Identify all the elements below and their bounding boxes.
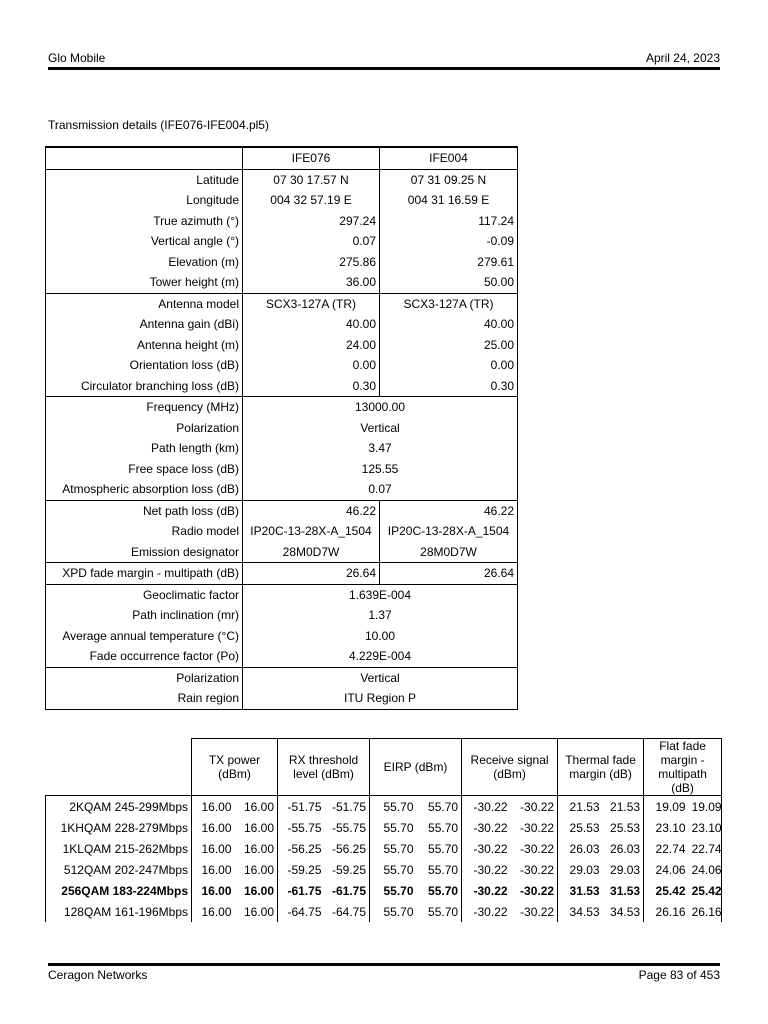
margins-row [46, 796, 722, 818]
margins-value-cell: -64.75 [278, 901, 325, 922]
details-row [46, 459, 518, 480]
margins-value-cell: 29.03 [558, 859, 603, 880]
details-row [46, 667, 518, 688]
row-value-site-b: IP20C-13-28X-A_1504 [380, 521, 518, 542]
margins-value-cell: 21.53 [558, 796, 603, 818]
row-value-site-a: 24.00 [243, 335, 380, 356]
margins-value-cell: -30.22 [520, 841, 555, 856]
margins-value-cell: 55.70 [428, 841, 459, 856]
margins-value-cell: 26.03 [610, 841, 641, 856]
row-value-site-b: 0.30 [380, 376, 518, 397]
row-value-site-b: 28M0D7W [380, 542, 518, 563]
details-row [46, 418, 518, 439]
row-value-site-b: 26.64 [380, 563, 518, 585]
details-row [46, 688, 518, 709]
margins-value-cell: 16.00 [192, 838, 235, 859]
margins-value-cell: 16.00 [192, 796, 235, 818]
margins-value-cell: 16.00 [243, 883, 275, 898]
margins-value-cell: -30.22 [462, 817, 511, 838]
details-row [46, 646, 518, 667]
row-value-site-a: 275.86 [243, 252, 380, 273]
margins-value-cell: 29.03 [610, 862, 641, 877]
margins-value-cell: 26.16 [689, 901, 722, 922]
row-label: Average annual temperature (°C) [46, 626, 243, 647]
margins-value-cell: 19.09 [644, 796, 689, 818]
margins-value-cell: 16.00 [243, 904, 275, 919]
margins-value-cell: -30.22 [520, 883, 555, 898]
margins-table [45, 738, 722, 922]
footer-company: Ceragon Networks [48, 968, 148, 982]
row-label: Atmospheric absorption loss (dB) [46, 479, 243, 500]
margins-row [46, 859, 722, 880]
margins-value-cell: 55.70 [417, 796, 462, 818]
row-label: Emission designator [46, 542, 243, 563]
margins-value-cell: 55.70 [370, 796, 417, 818]
details-row [46, 190, 518, 211]
row-label: Free space loss (dB) [46, 459, 243, 480]
row-value-site-a: 36.00 [243, 272, 380, 293]
margins-column-header: EIRP (dBm) [370, 739, 462, 796]
margins-value-cell: -51.75 [325, 796, 370, 818]
margins-value-cell: 55.70 [428, 883, 459, 898]
row-value-shared: 1.37 [243, 605, 518, 626]
row-label: Orientation loss (dB) [46, 355, 243, 376]
margins-value-cell: 55.70 [428, 862, 459, 877]
section-title: Transmission details (IFE076-IFE004.pl5) [48, 118, 269, 132]
modulation-label: 256QAM 183-224Mbps [46, 880, 192, 901]
margins-value-cell: -30.22 [520, 862, 555, 877]
details-row [46, 314, 518, 335]
margins-value-cell: -56.25 [278, 838, 325, 859]
row-label: Geoclimatic factor [46, 584, 243, 605]
margins-value-cell: 55.70 [370, 838, 417, 859]
row-value-site-a: 26.64 [243, 563, 380, 585]
margins-value-cell: 25.53 [558, 817, 603, 838]
margins-value-cell: 25.42 [689, 880, 722, 901]
details-row [46, 438, 518, 459]
row-label: Elevation (m) [46, 252, 243, 273]
details-row [46, 521, 518, 542]
margins-value-cell: -30.22 [520, 904, 555, 919]
margins-value-cell: 16.00 [192, 817, 235, 838]
margins-row [46, 838, 722, 859]
row-label: Longitude [46, 190, 243, 211]
site-a-header: IFE076 [243, 147, 380, 169]
margins-column-header: Thermal fade margin (dB) [558, 739, 644, 796]
margins-column-header: TX power (dBm) [192, 739, 278, 796]
margins-value-cell: 16.00 [243, 841, 275, 856]
row-label: Path inclination (mr) [46, 605, 243, 626]
margins-value-cell: -51.75 [278, 796, 325, 818]
row-label: Polarization [46, 418, 243, 439]
row-value-shared: 10.00 [243, 626, 518, 647]
row-label: Path length (km) [46, 438, 243, 459]
transmission-details-table [45, 146, 518, 710]
modulation-label: 1KLQAM 215-262Mbps [46, 838, 192, 859]
row-label: Rain region [46, 688, 243, 709]
row-value-site-b: 46.22 [380, 500, 518, 521]
margins-value-cell: 22.74 [689, 838, 722, 859]
margins-value-cell: -55.75 [278, 817, 325, 838]
row-value-site-b: 004 31 16.59 E [380, 190, 518, 211]
row-value-shared: Vertical [243, 667, 518, 688]
row-value-shared: 3.47 [243, 438, 518, 459]
row-value-site-a: 07 30 17.57 N [243, 169, 380, 190]
margins-value-cell: 31.53 [558, 880, 603, 901]
row-value-site-b: 117.24 [380, 211, 518, 232]
margins-row [46, 901, 722, 922]
row-label: Tower height (m) [46, 272, 243, 293]
details-row [46, 376, 518, 397]
margins-value-cell: 16.00 [192, 880, 235, 901]
row-value-site-b: 07 31 09.25 N [380, 169, 518, 190]
row-value-site-a: IP20C-13-28X-A_1504 [243, 521, 380, 542]
margins-value-cell: 16.00 [243, 862, 275, 877]
row-label: Vertical angle (°) [46, 231, 243, 252]
margins-value-cell: 23.10 [644, 817, 689, 838]
margins-value-cell: 16.00 [243, 820, 275, 835]
row-label: XPD fade margin - multipath (dB) [46, 563, 243, 585]
margins-value-cell: 55.70 [370, 880, 417, 901]
row-value-site-b: -0.09 [380, 231, 518, 252]
header-empty-cell [46, 739, 192, 796]
margins-value-cell: 22.74 [644, 838, 689, 859]
margins-value-cell: 16.00 [192, 859, 235, 880]
page-header [48, 51, 720, 67]
margins-value-cell: 16.00 [192, 901, 235, 922]
margins-value-cell: -61.75 [332, 883, 367, 898]
margins-column-header: Receive signal (dBm) [462, 739, 558, 796]
row-value-shared: 4.229E-004 [243, 646, 518, 667]
margins-value-cell: 23.10 [689, 817, 722, 838]
row-value-site-b: 0.00 [380, 355, 518, 376]
site-b-header: IFE004 [380, 147, 518, 169]
modulation-label: 128QAM 161-196Mbps [46, 901, 192, 922]
margins-value-cell: 55.70 [370, 859, 417, 880]
margins-value-cell: -30.22 [462, 880, 511, 901]
row-label: Net path loss (dB) [46, 500, 243, 521]
row-value-site-b: 50.00 [380, 272, 518, 293]
row-label: Antenna gain (dBi) [46, 314, 243, 335]
row-label: Antenna model [46, 293, 243, 314]
row-value-site-b: 279.61 [380, 252, 518, 273]
details-row [46, 626, 518, 647]
details-row [46, 272, 518, 293]
row-label: Fade occurrence factor (Po) [46, 646, 243, 667]
row-value-shared: ITU Region P [243, 688, 518, 709]
row-value-site-a: 0.07 [243, 231, 380, 252]
details-row [46, 500, 518, 521]
details-row [46, 542, 518, 563]
margins-value-cell: 24.06 [689, 859, 722, 880]
details-row [46, 293, 518, 314]
row-value-site-a: 28M0D7W [243, 542, 380, 563]
row-value-shared: 125.55 [243, 459, 518, 480]
header-rule [48, 67, 720, 70]
details-row [46, 231, 518, 252]
row-label: Circulator branching loss (dB) [46, 376, 243, 397]
details-row [46, 479, 518, 500]
row-value-site-a: 297.24 [243, 211, 380, 232]
row-value-site-a: 004 32 57.19 E [243, 190, 380, 211]
row-label: True azimuth (°) [46, 211, 243, 232]
margins-value-cell: 34.53 [610, 904, 641, 919]
modulation-label: 1KHQAM 228-279Mbps [46, 817, 192, 838]
row-value-site-a: 40.00 [243, 314, 380, 335]
details-row [46, 355, 518, 376]
margins-value-cell: 26.16 [644, 901, 689, 922]
margins-value-cell: 55.70 [428, 820, 459, 835]
details-row [46, 211, 518, 232]
modulation-label: 512QAM 202-247Mbps [46, 859, 192, 880]
details-corner-cell [46, 147, 243, 169]
row-value-shared: Vertical [243, 418, 518, 439]
margins-value-cell: -30.22 [462, 796, 511, 818]
row-value-shared: 1.639E-004 [243, 584, 518, 605]
row-value-site-a: 0.00 [243, 355, 380, 376]
margins-value-cell: -30.22 [520, 820, 555, 835]
margins-value-cell: 16.00 [235, 796, 278, 818]
header-date: April 24, 2023 [645, 51, 720, 65]
row-label: Frequency (MHz) [46, 397, 243, 418]
modulation-label: 2KQAM 245-299Mbps [46, 796, 192, 818]
row-label: Antenna height (m) [46, 335, 243, 356]
details-row [46, 584, 518, 605]
margins-value-cell: 24.06 [644, 859, 689, 880]
row-value-site-b: SCX3-127A (TR) [380, 293, 518, 314]
margins-row [46, 817, 722, 838]
row-value-site-b: 40.00 [380, 314, 518, 335]
margins-value-cell: 19.09 [689, 796, 722, 818]
margins-value-cell: -55.75 [332, 820, 367, 835]
header-company: Glo Mobile [48, 51, 106, 65]
margins-column-header: RX threshold level (dBm) [278, 739, 370, 796]
row-value-site-a: 46.22 [243, 500, 380, 521]
margins-value-cell: -59.25 [332, 862, 367, 877]
row-value-site-a: SCX3-127A (TR) [243, 293, 380, 314]
details-row [46, 169, 518, 190]
details-row [46, 335, 518, 356]
margins-value-cell: 34.53 [558, 901, 603, 922]
details-row [46, 605, 518, 626]
details-row [46, 563, 518, 585]
row-label: Polarization [46, 667, 243, 688]
margins-column-header: Flat fade margin - multipath (dB) [644, 739, 722, 796]
row-label: Radio model [46, 521, 243, 542]
margins-value-cell: 21.53 [603, 796, 644, 818]
details-header-row [46, 147, 518, 169]
margins-value-cell: 25.42 [644, 880, 689, 901]
details-row [46, 252, 518, 273]
margins-value-cell: -59.25 [278, 859, 325, 880]
row-value-site-b: 25.00 [380, 335, 518, 356]
margins-value-cell: -64.75 [332, 904, 367, 919]
row-value-shared: 13000.00 [243, 397, 518, 418]
margins-row [46, 880, 722, 901]
page-footer [48, 968, 720, 984]
margins-value-cell: 55.70 [370, 817, 417, 838]
margins-value-cell: 55.70 [428, 904, 459, 919]
row-value-shared: 0.07 [243, 479, 518, 500]
margins-value-cell: 25.53 [610, 820, 641, 835]
margins-value-cell: 31.53 [610, 883, 641, 898]
margins-value-cell: -61.75 [278, 880, 325, 901]
margins-value-cell: 26.03 [558, 838, 603, 859]
footer-rule [48, 963, 720, 966]
margins-value-cell: -30.22 [462, 838, 511, 859]
margins-value-cell: -30.22 [462, 901, 511, 922]
row-value-site-a: 0.30 [243, 376, 380, 397]
row-label: Latitude [46, 169, 243, 190]
footer-page: Page 83 of 453 [638, 968, 720, 982]
margins-value-cell: -30.22 [462, 859, 511, 880]
margins-value-cell: -56.25 [332, 841, 367, 856]
details-row [46, 397, 518, 418]
margins-value-cell: 55.70 [370, 901, 417, 922]
margins-value-cell: -30.22 [511, 796, 558, 818]
